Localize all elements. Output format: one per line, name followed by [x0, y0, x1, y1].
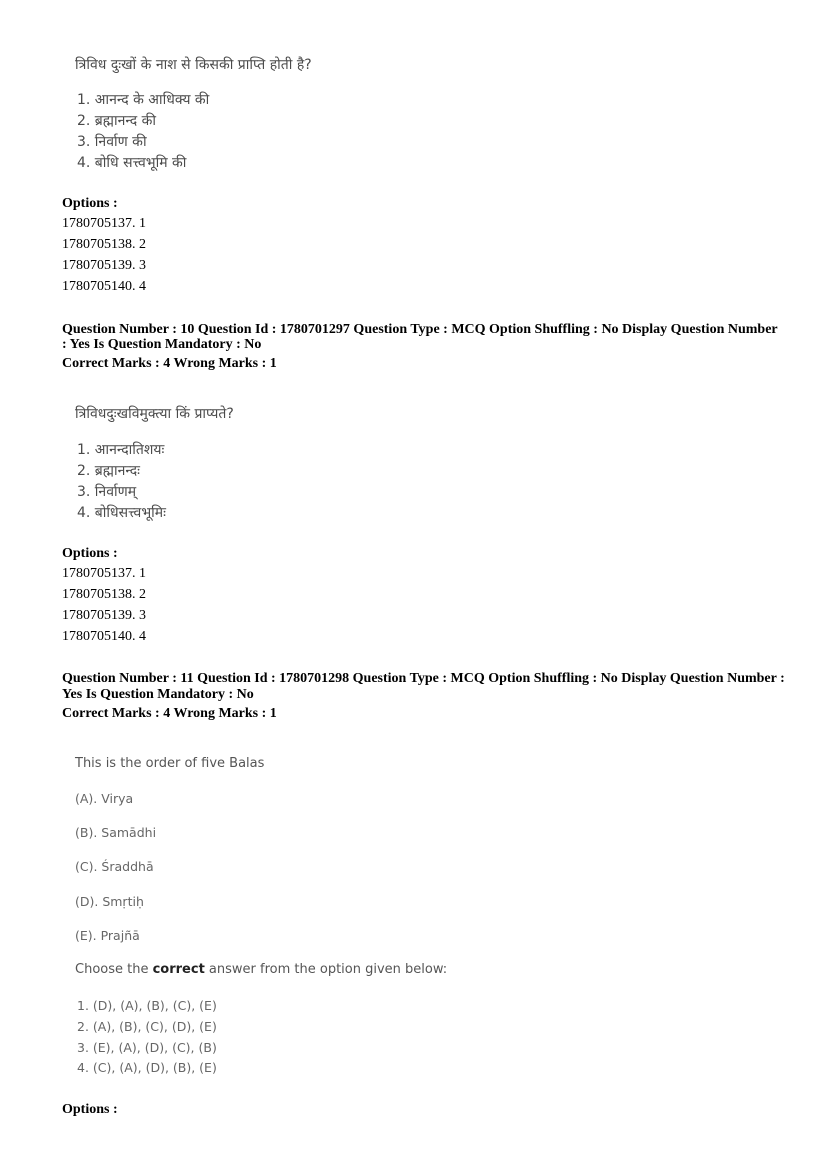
question-10-choice-2: 2. ब्रह्मानन्दः [77, 463, 140, 479]
question-9-choice-3: 3. निर्वाण की [77, 134, 147, 150]
question-11-choice-4: 4. (C), (A), (D), (B), (E) [77, 1060, 217, 1075]
question-11-text: This is the order of five Balas [75, 756, 265, 771]
question-10-option-3: 1780705139. 3 [62, 608, 146, 623]
question-9-choice-1: 1. आनन्द के आधिक्य की [77, 92, 210, 108]
instruction-bold: correct [152, 962, 205, 977]
question-11-meta-line-2: Yes Is Question Mandatory : No [62, 687, 254, 702]
question-11-meta-line-1: Question Number : 11 Question Id : 1780701298 Question Type : MCQ Option Shuffling : No Display Question Number : [62, 671, 785, 686]
question-11-item-a: (A). Virya [75, 791, 134, 806]
question-11-instruction [75, 962, 447, 977]
question-11-item-d: (D). Smṛtiḥ [75, 894, 144, 909]
question-10-option-4: 1780705140. 4 [62, 629, 146, 644]
question-11-choice-2: 2. (A), (B), (C), (D), (E) [77, 1019, 217, 1034]
question-10-marks: Correct Marks : 4 Wrong Marks : 1 [62, 356, 277, 371]
question-10-text: त्रिविधदुःखविमुक्त्या किं प्राप्यते? [75, 406, 234, 422]
question-10-options-label: Options : [62, 546, 118, 561]
question-11-item-c: (C). Śraddhā [75, 859, 154, 874]
question-9-choice-2: 2. ब्रह्मानन्द की [77, 113, 156, 129]
question-10-meta-line-2: : Yes Is Question Mandatory : No [62, 337, 262, 352]
instruction-post: answer from the option given below: [204, 962, 448, 977]
question-10-choice-1: 1. आनन्दातिशयः [77, 442, 165, 458]
question-10-choice-4: 4. बोधिसत्त्वभूमिः [77, 505, 166, 521]
question-10-option-2: 1780705138. 2 [62, 587, 146, 602]
question-11-marks: Correct Marks : 4 Wrong Marks : 1 [62, 706, 277, 721]
question-10-choice-3: 3. निर्वाणम् [77, 484, 137, 500]
question-9-option-4: 1780705140. 4 [62, 279, 146, 294]
question-11-choice-3: 3. (E), (A), (D), (C), (B) [77, 1040, 217, 1055]
question-11-item-e: (E). Prajñā [75, 928, 140, 943]
question-9-option-3: 1780705139. 3 [62, 258, 146, 273]
question-11-options-label: Options : [62, 1102, 118, 1117]
question-9-text: त्रिविध दुःखों के नाश से किसकी प्राप्ति होती है? [75, 57, 312, 73]
instruction-pre: Choose the [75, 962, 153, 977]
question-10-option-1: 1780705137. 1 [62, 566, 146, 581]
question-11-choice-1: 1. (D), (A), (B), (C), (E) [77, 998, 217, 1013]
question-9-option-2: 1780705138. 2 [62, 237, 146, 252]
question-9-choice-4: 4. बोधि सत्त्वभूमि की [77, 155, 187, 171]
question-9-options-label: Options : [62, 196, 118, 211]
question-11-item-b: (B). Samādhi [75, 825, 157, 840]
question-10-meta-line-1: Question Number : 10 Question Id : 1780701297 Question Type : MCQ Option Shuffling : No Display Question Number [62, 322, 778, 337]
question-9-option-1: 1780705137. 1 [62, 216, 146, 231]
